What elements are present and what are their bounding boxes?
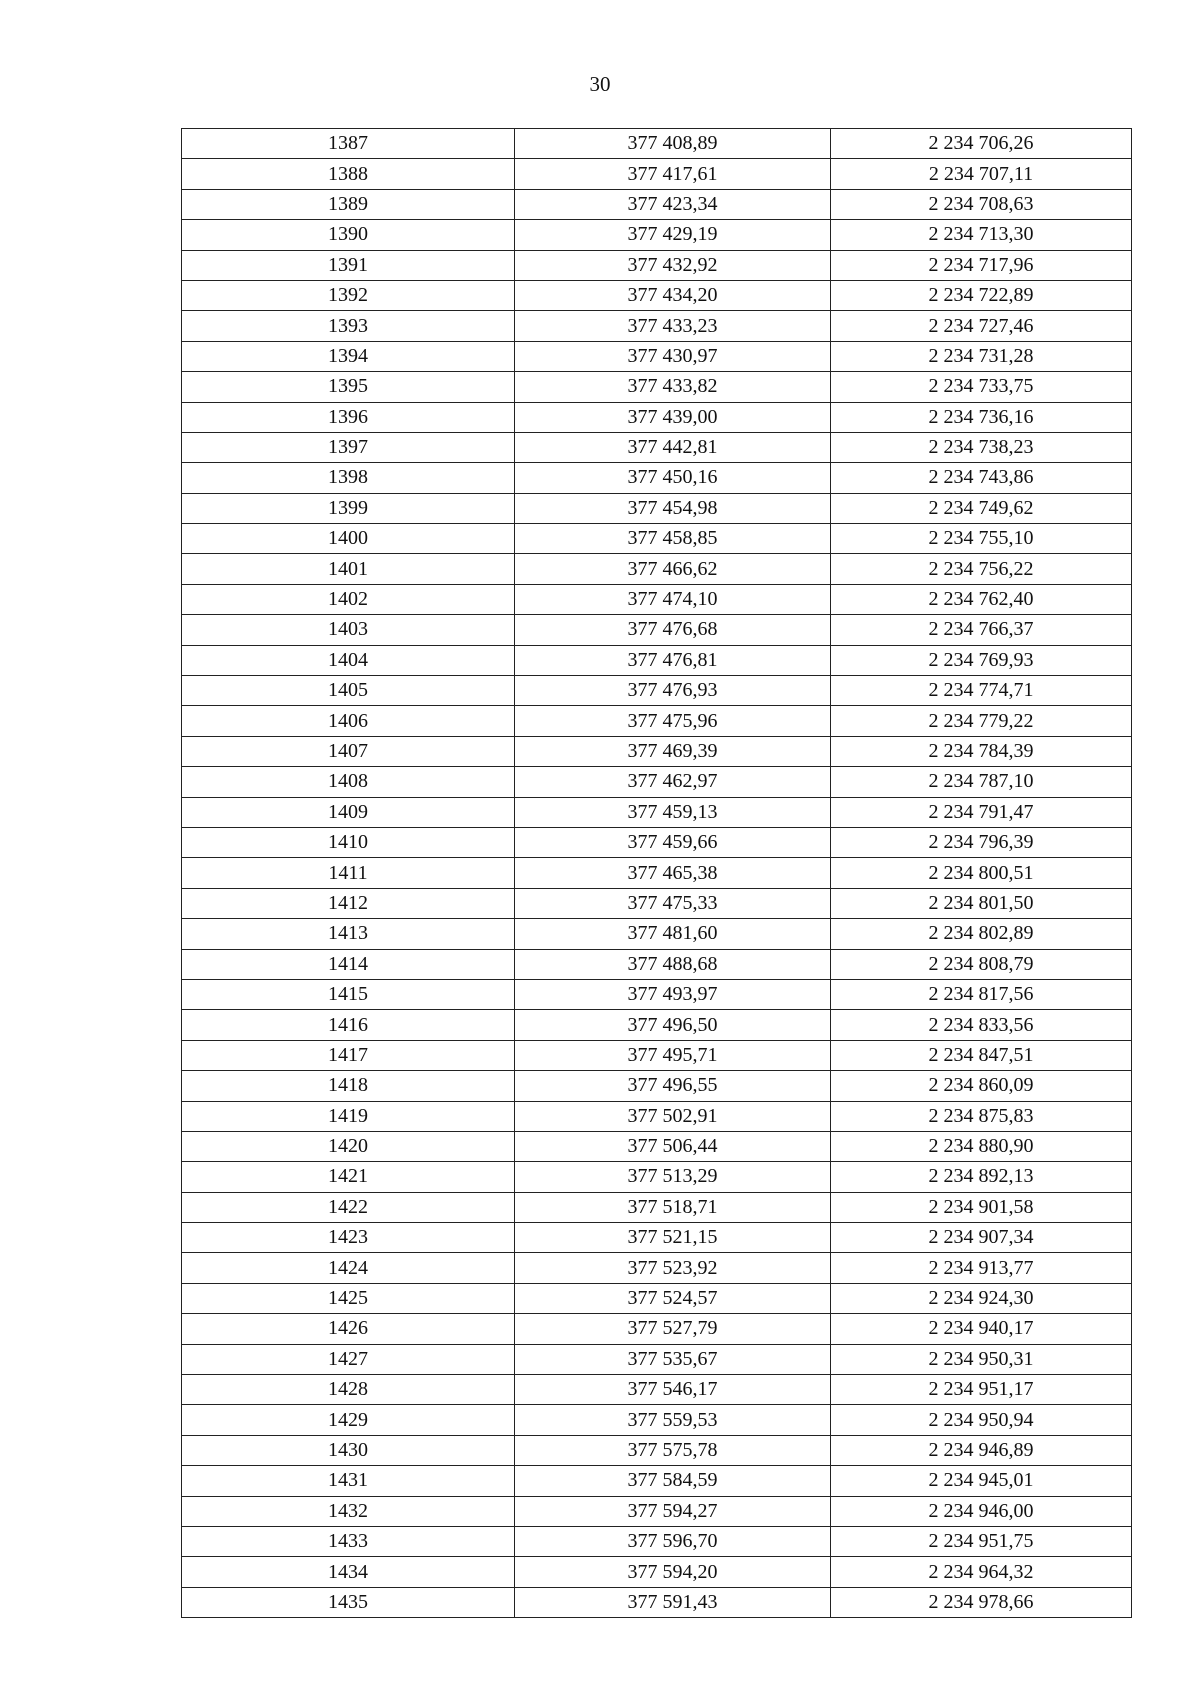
y-coordinate-cell: 2 234 950,94	[831, 1405, 1132, 1435]
table-row	[182, 1314, 1132, 1344]
table-row	[182, 554, 1132, 584]
table-row	[182, 1526, 1132, 1556]
point-number-cell: 1416	[182, 1010, 515, 1040]
x-coordinate-cell: 377 488,68	[515, 949, 831, 979]
table-row	[182, 1375, 1132, 1405]
x-coordinate-cell: 377 429,19	[515, 220, 831, 250]
x-coordinate-cell: 377 495,71	[515, 1040, 831, 1070]
y-coordinate-cell: 2 234 833,56	[831, 1010, 1132, 1040]
point-number-cell: 1430	[182, 1435, 515, 1465]
x-coordinate-cell: 377 408,89	[515, 129, 831, 159]
y-coordinate-cell: 2 234 756,22	[831, 554, 1132, 584]
point-number-cell: 1406	[182, 706, 515, 736]
x-coordinate-cell: 377 496,55	[515, 1071, 831, 1101]
x-coordinate-cell: 377 476,93	[515, 676, 831, 706]
point-number-cell: 1427	[182, 1344, 515, 1374]
table-row	[182, 1162, 1132, 1192]
x-coordinate-cell: 377 469,39	[515, 736, 831, 766]
point-number-cell: 1391	[182, 250, 515, 280]
x-coordinate-cell: 377 432,92	[515, 250, 831, 280]
table-row	[182, 706, 1132, 736]
point-number-cell: 1403	[182, 615, 515, 645]
table-row	[182, 584, 1132, 614]
x-coordinate-cell: 377 465,38	[515, 858, 831, 888]
y-coordinate-cell: 2 234 762,40	[831, 584, 1132, 614]
y-coordinate-cell: 2 234 978,66	[831, 1587, 1132, 1617]
page-number: 30	[589, 72, 611, 96]
y-coordinate-cell: 2 234 945,01	[831, 1466, 1132, 1496]
point-number-cell: 1395	[182, 372, 515, 402]
y-coordinate-cell: 2 234 940,17	[831, 1314, 1132, 1344]
y-coordinate-cell: 2 234 707,11	[831, 159, 1132, 189]
y-coordinate-cell: 2 234 706,26	[831, 129, 1132, 159]
point-number-cell: 1432	[182, 1496, 515, 1526]
x-coordinate-cell: 377 523,92	[515, 1253, 831, 1283]
table-row	[182, 524, 1132, 554]
table-row	[182, 1071, 1132, 1101]
table-row	[182, 615, 1132, 645]
x-coordinate-cell: 377 518,71	[515, 1192, 831, 1222]
table-row	[182, 1223, 1132, 1253]
point-number-cell: 1400	[182, 524, 515, 554]
x-coordinate-cell: 377 535,67	[515, 1344, 831, 1374]
x-coordinate-cell: 377 584,59	[515, 1466, 831, 1496]
table-row	[182, 1101, 1132, 1131]
point-number-cell: 1408	[182, 767, 515, 797]
y-coordinate-cell: 2 234 800,51	[831, 858, 1132, 888]
point-number-cell: 1415	[182, 979, 515, 1009]
table-row	[182, 189, 1132, 219]
y-coordinate-cell: 2 234 847,51	[831, 1040, 1132, 1070]
point-number-cell: 1429	[182, 1405, 515, 1435]
x-coordinate-cell: 377 513,29	[515, 1162, 831, 1192]
x-coordinate-cell: 377 462,97	[515, 767, 831, 797]
x-coordinate-cell: 377 575,78	[515, 1435, 831, 1465]
y-coordinate-cell: 2 234 766,37	[831, 615, 1132, 645]
x-coordinate-cell: 377 594,27	[515, 1496, 831, 1526]
table-row	[182, 767, 1132, 797]
point-number-cell: 1419	[182, 1101, 515, 1131]
y-coordinate-cell: 2 234 892,13	[831, 1162, 1132, 1192]
x-coordinate-cell: 377 442,81	[515, 432, 831, 462]
y-coordinate-cell: 2 234 779,22	[831, 706, 1132, 736]
point-number-cell: 1398	[182, 463, 515, 493]
y-coordinate-cell: 2 234 787,10	[831, 767, 1132, 797]
x-coordinate-cell: 377 433,23	[515, 311, 831, 341]
y-coordinate-cell: 2 234 924,30	[831, 1283, 1132, 1313]
point-number-cell: 1392	[182, 280, 515, 310]
x-coordinate-cell: 377 423,34	[515, 189, 831, 219]
y-coordinate-cell: 2 234 791,47	[831, 797, 1132, 827]
point-number-cell: 1422	[182, 1192, 515, 1222]
y-coordinate-cell: 2 234 755,10	[831, 524, 1132, 554]
table-row	[182, 645, 1132, 675]
point-number-cell: 1396	[182, 402, 515, 432]
x-coordinate-cell: 377 524,57	[515, 1283, 831, 1313]
y-coordinate-cell: 2 234 736,16	[831, 402, 1132, 432]
y-coordinate-cell: 2 234 808,79	[831, 949, 1132, 979]
y-coordinate-cell: 2 234 802,89	[831, 919, 1132, 949]
point-number-cell: 1389	[182, 189, 515, 219]
x-coordinate-cell: 377 458,85	[515, 524, 831, 554]
point-number-cell: 1413	[182, 919, 515, 949]
table-row	[182, 1557, 1132, 1587]
y-coordinate-cell: 2 234 907,34	[831, 1223, 1132, 1253]
y-coordinate-cell: 2 234 727,46	[831, 311, 1132, 341]
table-row	[182, 493, 1132, 523]
y-coordinate-cell: 2 234 749,62	[831, 493, 1132, 523]
y-coordinate-cell: 2 234 784,39	[831, 736, 1132, 766]
x-coordinate-cell: 377 476,81	[515, 645, 831, 675]
x-coordinate-cell: 377 474,10	[515, 584, 831, 614]
table-row	[182, 1435, 1132, 1465]
y-coordinate-cell: 2 234 913,77	[831, 1253, 1132, 1283]
table-row	[182, 463, 1132, 493]
y-coordinate-cell: 2 234 951,75	[831, 1526, 1132, 1556]
table-row	[182, 1131, 1132, 1161]
y-coordinate-cell: 2 234 817,56	[831, 979, 1132, 1009]
table-row	[182, 1344, 1132, 1374]
point-number-cell: 1407	[182, 736, 515, 766]
x-coordinate-cell: 377 475,96	[515, 706, 831, 736]
point-number-cell: 1409	[182, 797, 515, 827]
point-number-cell: 1387	[182, 129, 515, 159]
table-row	[182, 1283, 1132, 1313]
x-coordinate-cell: 377 434,20	[515, 280, 831, 310]
point-number-cell: 1397	[182, 432, 515, 462]
y-coordinate-cell: 2 234 713,30	[831, 220, 1132, 250]
point-number-cell: 1418	[182, 1071, 515, 1101]
table-row	[182, 888, 1132, 918]
y-coordinate-cell: 2 234 733,75	[831, 372, 1132, 402]
point-number-cell: 1399	[182, 493, 515, 523]
x-coordinate-cell: 377 502,91	[515, 1101, 831, 1131]
point-number-cell: 1404	[182, 645, 515, 675]
x-coordinate-cell: 377 506,44	[515, 1131, 831, 1161]
table-row	[182, 979, 1132, 1009]
y-coordinate-cell: 2 234 801,50	[831, 888, 1132, 918]
y-coordinate-cell: 2 234 875,83	[831, 1101, 1132, 1131]
table-row	[182, 250, 1132, 280]
y-coordinate-cell: 2 234 731,28	[831, 341, 1132, 371]
y-coordinate-cell: 2 234 880,90	[831, 1131, 1132, 1161]
table-row	[182, 372, 1132, 402]
table-row	[182, 1010, 1132, 1040]
table-row	[182, 676, 1132, 706]
x-coordinate-cell: 377 430,97	[515, 341, 831, 371]
table-row	[182, 402, 1132, 432]
table-row	[182, 311, 1132, 341]
x-coordinate-cell: 377 496,50	[515, 1010, 831, 1040]
table-row	[182, 159, 1132, 189]
table-row	[182, 341, 1132, 371]
table-row	[182, 432, 1132, 462]
x-coordinate-cell: 377 459,66	[515, 827, 831, 857]
y-coordinate-cell: 2 234 708,63	[831, 189, 1132, 219]
point-number-cell: 1388	[182, 159, 515, 189]
x-coordinate-cell: 377 521,15	[515, 1223, 831, 1253]
y-coordinate-cell: 2 234 964,32	[831, 1557, 1132, 1587]
x-coordinate-cell: 377 433,82	[515, 372, 831, 402]
x-coordinate-cell: 377 417,61	[515, 159, 831, 189]
table-row	[182, 1405, 1132, 1435]
y-coordinate-cell: 2 234 950,31	[831, 1344, 1132, 1374]
table-row	[182, 1587, 1132, 1617]
coordinates-table	[181, 128, 1132, 1618]
point-number-cell: 1420	[182, 1131, 515, 1161]
y-coordinate-cell: 2 234 722,89	[831, 280, 1132, 310]
x-coordinate-cell: 377 454,98	[515, 493, 831, 523]
x-coordinate-cell: 377 450,16	[515, 463, 831, 493]
point-number-cell: 1412	[182, 888, 515, 918]
table-row	[182, 736, 1132, 766]
point-number-cell: 1425	[182, 1283, 515, 1313]
y-coordinate-cell: 2 234 774,71	[831, 676, 1132, 706]
table-row	[182, 858, 1132, 888]
point-number-cell: 1402	[182, 584, 515, 614]
x-coordinate-cell: 377 475,33	[515, 888, 831, 918]
table-row	[182, 1192, 1132, 1222]
y-coordinate-cell: 2 234 951,17	[831, 1375, 1132, 1405]
point-number-cell: 1410	[182, 827, 515, 857]
table-row	[182, 1466, 1132, 1496]
point-number-cell: 1393	[182, 311, 515, 341]
table-row	[182, 129, 1132, 159]
y-coordinate-cell: 2 234 717,96	[831, 250, 1132, 280]
table-row	[182, 919, 1132, 949]
y-coordinate-cell: 2 234 946,00	[831, 1496, 1132, 1526]
x-coordinate-cell: 377 591,43	[515, 1587, 831, 1617]
x-coordinate-cell: 377 459,13	[515, 797, 831, 827]
y-coordinate-cell: 2 234 901,58	[831, 1192, 1132, 1222]
y-coordinate-cell: 2 234 769,93	[831, 645, 1132, 675]
x-coordinate-cell: 377 466,62	[515, 554, 831, 584]
point-number-cell: 1417	[182, 1040, 515, 1070]
x-coordinate-cell: 377 596,70	[515, 1526, 831, 1556]
point-number-cell: 1390	[182, 220, 515, 250]
point-number-cell: 1434	[182, 1557, 515, 1587]
x-coordinate-cell: 377 476,68	[515, 615, 831, 645]
point-number-cell: 1435	[182, 1587, 515, 1617]
table-row	[182, 1496, 1132, 1526]
point-number-cell: 1433	[182, 1526, 515, 1556]
point-number-cell: 1394	[182, 341, 515, 371]
table-row	[182, 797, 1132, 827]
point-number-cell: 1423	[182, 1223, 515, 1253]
point-number-cell: 1428	[182, 1375, 515, 1405]
point-number-cell: 1421	[182, 1162, 515, 1192]
point-number-cell: 1414	[182, 949, 515, 979]
x-coordinate-cell: 377 439,00	[515, 402, 831, 432]
x-coordinate-cell: 377 481,60	[515, 919, 831, 949]
y-coordinate-cell: 2 234 946,89	[831, 1435, 1132, 1465]
point-number-cell: 1411	[182, 858, 515, 888]
table-row	[182, 280, 1132, 310]
point-number-cell: 1405	[182, 676, 515, 706]
table-row	[182, 220, 1132, 250]
y-coordinate-cell: 2 234 738,23	[831, 432, 1132, 462]
x-coordinate-cell: 377 546,17	[515, 1375, 831, 1405]
x-coordinate-cell: 377 559,53	[515, 1405, 831, 1435]
table-row	[182, 1040, 1132, 1070]
point-number-cell: 1401	[182, 554, 515, 584]
point-number-cell: 1431	[182, 1466, 515, 1496]
x-coordinate-cell: 377 527,79	[515, 1314, 831, 1344]
x-coordinate-cell: 377 594,20	[515, 1557, 831, 1587]
y-coordinate-cell: 2 234 860,09	[831, 1071, 1132, 1101]
y-coordinate-cell: 2 234 796,39	[831, 827, 1132, 857]
y-coordinate-cell: 2 234 743,86	[831, 463, 1132, 493]
point-number-cell: 1426	[182, 1314, 515, 1344]
table-row	[182, 949, 1132, 979]
x-coordinate-cell: 377 493,97	[515, 979, 831, 1009]
coordinates-table-body	[182, 129, 1132, 1618]
point-number-cell: 1424	[182, 1253, 515, 1283]
table-row	[182, 827, 1132, 857]
table-row	[182, 1253, 1132, 1283]
